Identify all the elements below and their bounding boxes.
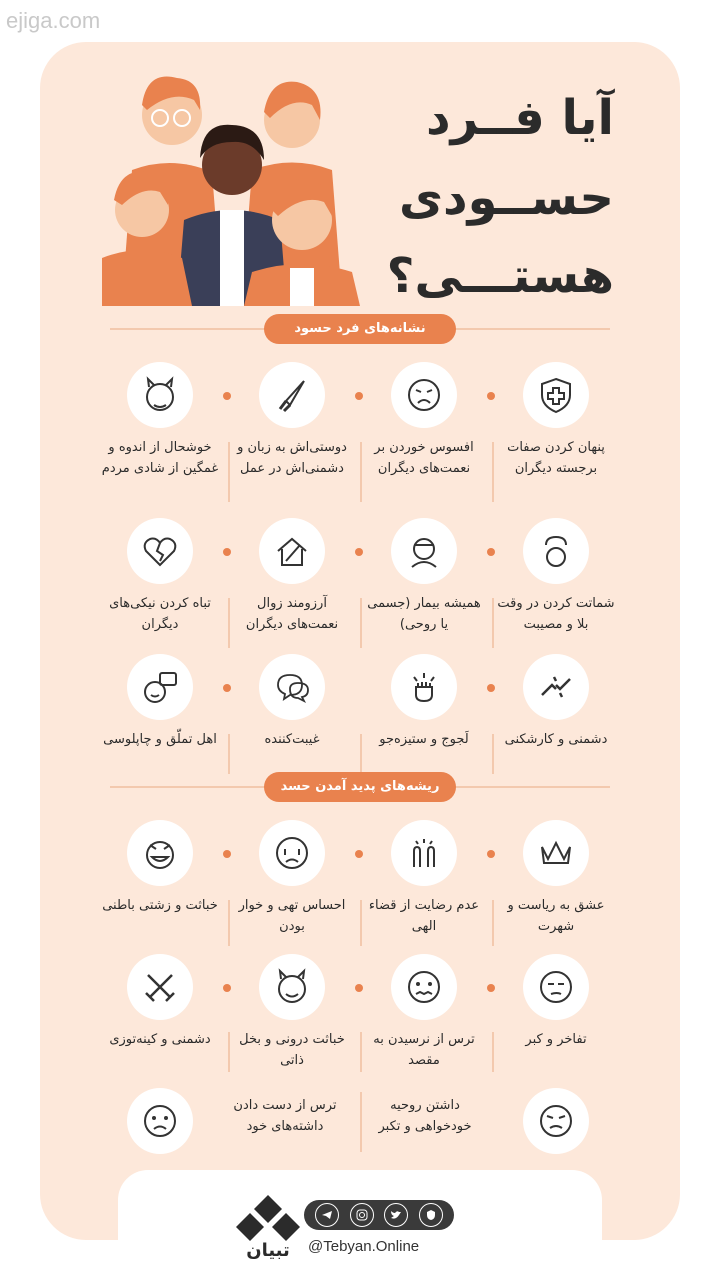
sign-label: آرزومند زوال نعمت‌های دیگران bbox=[245, 596, 339, 632]
logo-text: تبیان bbox=[246, 1240, 290, 1261]
dot bbox=[355, 850, 363, 858]
knife-icon bbox=[272, 375, 312, 415]
angry-face-icon bbox=[404, 375, 444, 415]
separator bbox=[492, 734, 494, 774]
root-label: ترس از نرسیدن به مقصد bbox=[373, 1032, 475, 1068]
root-item bbox=[100, 954, 220, 1051]
sign-label: خوشحال از اندوه و غمگین از شادی مردم bbox=[101, 440, 219, 476]
separator bbox=[360, 598, 362, 648]
sign-item bbox=[232, 518, 352, 636]
root-label: عشق به ریاست و شهرت bbox=[507, 898, 605, 934]
dot bbox=[355, 392, 363, 400]
separator bbox=[228, 734, 230, 774]
broken-heart-icon bbox=[140, 531, 180, 571]
section-title-signs: نشانه‌های فرد حسود bbox=[264, 314, 456, 344]
twitter-icon[interactable] bbox=[384, 1203, 408, 1227]
separator bbox=[492, 1032, 494, 1072]
separator bbox=[360, 442, 362, 502]
sign-item bbox=[364, 362, 484, 480]
broken-handshake-icon bbox=[536, 667, 576, 707]
footer bbox=[118, 1170, 602, 1280]
root-label: تفاخر و کبر bbox=[525, 1032, 587, 1047]
rain-cloud-person-icon bbox=[536, 531, 576, 571]
speech-bubbles-icon bbox=[272, 667, 312, 707]
social-icons bbox=[304, 1200, 454, 1230]
crown-icon bbox=[536, 833, 576, 873]
sign-item bbox=[496, 362, 616, 480]
root-label: دشمنی و کینه‌توزی bbox=[109, 1032, 211, 1047]
sign-item bbox=[496, 518, 616, 636]
social-handle: @Tebyan.Online bbox=[308, 1238, 420, 1255]
telegram-icon[interactable] bbox=[315, 1203, 339, 1227]
separator bbox=[492, 442, 494, 502]
infographic-card bbox=[40, 42, 680, 1261]
separator bbox=[360, 1032, 362, 1072]
sign-item bbox=[364, 654, 484, 751]
separator bbox=[492, 598, 494, 648]
root-label: عدم رضایت از قضاء الهی bbox=[368, 898, 480, 934]
root-label: خباثت و زشتی باطنی bbox=[102, 898, 218, 913]
root-item bbox=[100, 820, 220, 917]
shield-icon[interactable] bbox=[419, 1203, 443, 1227]
separator bbox=[228, 900, 230, 946]
crossed-swords-icon bbox=[140, 967, 180, 1007]
root-item bbox=[364, 954, 484, 1072]
section-title-roots: ریشه‌های پدید آمدن حسد bbox=[264, 772, 456, 802]
sign-item bbox=[232, 654, 352, 751]
dot bbox=[223, 684, 231, 692]
separator bbox=[360, 900, 362, 946]
sign-label: پنهان کردن صفات برجسته دیگران bbox=[507, 440, 605, 476]
root-item bbox=[364, 820, 484, 938]
annoyed-face-icon bbox=[536, 1101, 576, 1141]
sign-item bbox=[100, 518, 220, 636]
root-item bbox=[496, 954, 616, 1051]
separator bbox=[360, 1092, 362, 1152]
watermark: ejiga.com bbox=[6, 8, 101, 33]
broken-house-icon bbox=[272, 531, 312, 571]
sign-label: اهل تملّق و چاپلوسی bbox=[103, 732, 217, 747]
separator bbox=[360, 734, 362, 774]
smug-face-icon bbox=[536, 967, 576, 1007]
root-item bbox=[496, 820, 616, 938]
sign-label: دوستی‌اش به زبان و دشمنی‌اش در عمل bbox=[237, 440, 347, 476]
dot bbox=[487, 684, 495, 692]
separator bbox=[228, 1032, 230, 1072]
separator bbox=[228, 598, 230, 648]
nervous-face-icon bbox=[404, 967, 444, 1007]
separator bbox=[228, 442, 230, 502]
root-label: احساس تهی و خوار بودن bbox=[238, 898, 346, 934]
root-item bbox=[232, 954, 352, 1072]
separator bbox=[492, 900, 494, 946]
dot bbox=[355, 548, 363, 556]
sign-item bbox=[100, 362, 220, 480]
sign-label: تباه کردن نیکی‌های دیگران bbox=[109, 596, 211, 632]
people-illustration bbox=[102, 60, 362, 306]
dot bbox=[223, 392, 231, 400]
dot bbox=[223, 984, 231, 992]
shield-plus-icon bbox=[536, 375, 576, 415]
dot bbox=[223, 548, 231, 556]
dot bbox=[355, 984, 363, 992]
fist-icon bbox=[404, 667, 444, 707]
worried-face-icon bbox=[140, 1101, 180, 1141]
title-line-3: هستـــی؟ bbox=[386, 248, 614, 304]
evil-grin-icon bbox=[140, 833, 180, 873]
sign-item bbox=[364, 518, 484, 636]
devil-face-icon bbox=[140, 375, 180, 415]
sign-label: غیبت‌کننده bbox=[264, 732, 320, 747]
dot bbox=[223, 850, 231, 858]
root-label: ترس از دست دادن داشته‌های خود bbox=[233, 1098, 337, 1134]
sign-label: افسوس خوردن بر نعمت‌های دیگران bbox=[374, 440, 474, 476]
sign-item bbox=[232, 362, 352, 480]
title-line-2: حســودی bbox=[399, 170, 614, 226]
sign-label: لَجوج و ستیزه‌جو bbox=[379, 732, 469, 747]
root-label: داشتن روحیه خودخواهی و تکبر bbox=[378, 1098, 472, 1134]
sign-item bbox=[496, 654, 616, 751]
devil-smile-icon bbox=[272, 967, 312, 1007]
praying-hands-icon bbox=[404, 833, 444, 873]
instagram-icon[interactable] bbox=[350, 1203, 374, 1227]
dot bbox=[487, 850, 495, 858]
sign-label: شماتت کردن در وقت بلا و مصیبت bbox=[497, 596, 615, 632]
crying-face-icon bbox=[272, 833, 312, 873]
root-label: خباثت درونی و بخل ذاتی bbox=[239, 1032, 345, 1068]
dot bbox=[487, 392, 495, 400]
sign-label: همیشه بیمار (جسمی یا روحی) bbox=[367, 596, 481, 632]
root-item bbox=[496, 1088, 616, 1154]
dot bbox=[487, 548, 495, 556]
dot bbox=[487, 984, 495, 992]
chat-face-icon bbox=[140, 667, 180, 707]
sign-item bbox=[100, 654, 220, 751]
root-item bbox=[100, 1088, 220, 1154]
sign-label: دشمنی و کارشکنی bbox=[504, 732, 608, 747]
root-item bbox=[232, 820, 352, 938]
title-line-1: آیا فــرد bbox=[426, 90, 614, 146]
sick-person-icon bbox=[404, 531, 444, 571]
